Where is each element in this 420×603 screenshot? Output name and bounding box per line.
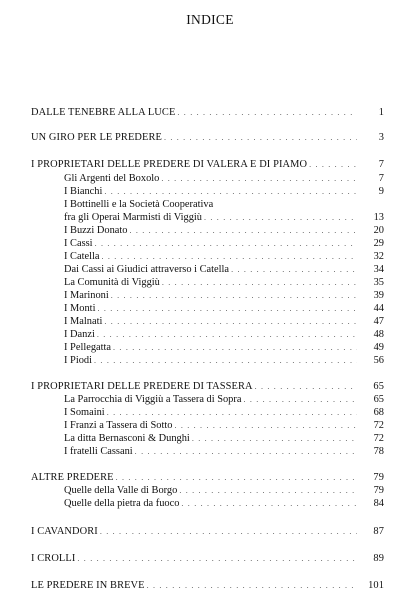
dot-leader [107,406,357,419]
dot-leader [255,380,357,393]
toc-entry-label: I CROLLI [31,553,76,564]
dot-leader [111,289,357,302]
toc-entry-label: LE PREDERE IN BREVE [31,580,145,591]
toc-subentry [0,419,420,432]
toc-section-entry [0,525,420,538]
toc-entry-label: I Franzi a Tassera di Sotto [64,420,173,431]
toc-subentry [0,250,420,263]
dot-leader [97,328,357,341]
dot-leader [164,131,357,144]
toc-page-number: 68 [373,407,384,418]
toc-page-number: 3 [378,132,384,143]
toc-page-number: 78 [373,446,384,457]
dot-leader [179,484,357,497]
toc-entry-label: I Bianchi [64,186,103,197]
toc-page-number: 39 [373,290,384,301]
toc-entry-label: I Pellegatta [64,342,112,353]
toc-entry-label: I Catella [64,251,100,262]
toc-page-number: 49 [373,342,384,353]
toc-entry-label: I Cassi [64,238,93,249]
dot-leader [181,497,357,510]
dot-leader [192,432,357,445]
dot-leader [94,354,357,367]
toc-entry-label: La Parrocchia di Viggiù a Tassera di Sopra [64,394,242,405]
toc-entry-label: I fratelli Cassani [64,446,133,457]
toc-section-entry [0,471,420,484]
toc-subentry [0,224,420,237]
toc-subentry [0,185,420,198]
toc-page-number: 35 [373,277,384,288]
toc-subentry [0,328,420,341]
toc-entry-label: I Malnati [64,316,103,327]
toc-page-number: 13 [373,212,384,223]
toc-subentry [0,393,420,406]
toc-subentry [0,263,420,276]
toc-subentry [0,172,420,185]
toc-entry-label: I Somaini [64,407,105,418]
toc-section-entry [0,552,420,565]
toc-entry-label: I Monti [64,303,96,314]
dot-leader [147,579,357,592]
toc-subentry [0,354,420,367]
toc-page-number: 9 [378,186,384,197]
dot-leader [97,302,357,315]
toc-page-number: 79 [373,472,384,483]
toc-page-number: 65 [373,394,384,405]
toc-subentry [0,497,420,510]
dot-leader [116,471,357,484]
toc-subentry [0,484,420,497]
toc-entry-label: Quelle della Valle di Borgo [64,485,178,496]
toc-subentry [0,289,420,302]
toc-section-entry [0,131,420,144]
dot-leader [104,315,357,328]
toc-page-number: 44 [373,303,384,314]
dot-leader [129,224,357,237]
dot-leader [161,172,357,185]
dot-leader [231,263,357,276]
toc-entry-label: Gli Argenti del Boxolo [64,173,160,184]
toc-page-number: 79 [373,485,384,496]
toc-entry-label: I PROPRIETARI DELLE PREDERE DI TASSERA [31,381,253,392]
toc-entry-label: Dai Cassi ai Giudici attraverso i Catella [64,264,230,275]
toc-page-number: 47 [373,316,384,327]
toc-page-number: 1 [378,107,384,118]
toc-page-number: 48 [373,329,384,340]
toc-page-number: 101 [368,580,384,591]
toc-page-number: 89 [373,553,384,564]
dot-leader [174,419,357,432]
dot-leader [204,211,357,224]
toc-subentry [0,211,420,224]
toc-subentry [0,276,420,289]
toc-section-entry [0,579,420,592]
toc-entry-label: La ditta Bernasconi & Dunghi [64,433,190,444]
toc-subentry [0,432,420,445]
toc-page-number: 7 [378,159,384,170]
toc-entry-label: La Comunità di Viggiù [64,277,160,288]
toc-page-number: 29 [373,238,384,249]
toc-page-number: 32 [373,251,384,262]
toc-page-number: 7 [378,173,384,184]
toc-page-number: 56 [373,355,384,366]
toc-page-number: 20 [373,225,384,236]
toc-entry-label: DALLE TENEBRE ALLA LUCE [31,107,176,118]
dot-leader [243,393,357,406]
dot-leader [135,445,357,458]
toc-subentry [0,406,420,419]
toc-section-entry [0,380,420,393]
dot-leader [113,341,357,354]
toc-subentry [0,302,420,315]
toc-section-entry [0,158,420,171]
toc-entry-label: I Bottinelli e la Società Cooperativa [64,199,214,210]
dot-leader [102,250,358,263]
toc-page-number: 84 [373,498,384,509]
dot-leader [162,276,357,289]
toc-entry-label: I Buzzi Donato [64,225,128,236]
toc-entry-label: I Marinoni [64,290,109,301]
dot-leader [309,158,357,171]
page-title: INDICE [186,12,234,27]
toc-subentry [0,445,420,458]
toc-entry-label: ALTRE PREDERE [31,472,114,483]
toc-entry-label: I CAVANDORI [31,526,98,537]
dot-leader [95,237,357,250]
toc-subentry [0,341,420,354]
toc-page-number: 72 [373,420,384,431]
toc-page-number: 72 [373,433,384,444]
toc-page-number: 34 [373,264,384,275]
toc-entry-label: I Piodi [64,355,93,366]
toc-page-number: 87 [373,526,384,537]
toc-entry-label: UN GIRO PER LE PREDERE [31,132,162,143]
toc-entry-label: fra gli Operai Marmisti di Viggiù [64,212,202,223]
dot-leader [104,185,357,198]
toc-entry-label: I PROPRIETARI DELLE PREDERE DI VALERA E DI PIAMO [31,159,308,170]
toc-page-number: 65 [373,381,384,392]
dot-leader [100,525,357,538]
toc-entry-label: Quelle della pietra da fuoco [64,498,180,509]
toc-subentry [0,198,420,211]
toc-subentry [0,315,420,328]
toc-entry-label: I Danzi [64,329,95,340]
toc-section-entry [0,106,420,119]
toc-subentry [0,237,420,250]
dot-leader [177,106,357,119]
dot-leader [77,552,357,565]
